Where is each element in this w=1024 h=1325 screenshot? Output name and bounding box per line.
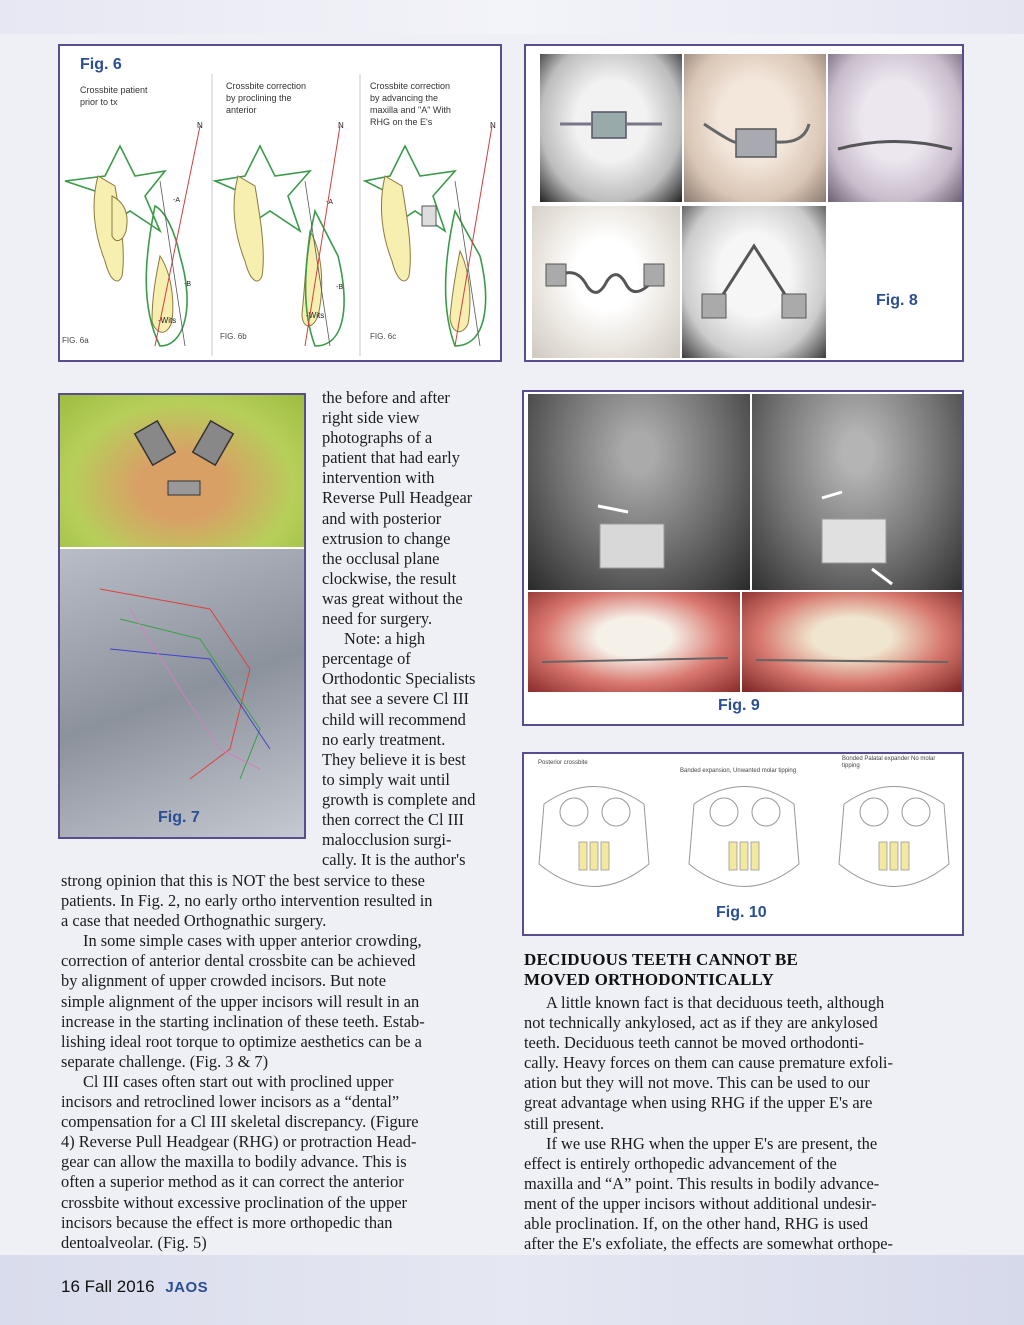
figure-7-label: Fig. 7 xyxy=(158,809,200,826)
panel-6b-a: -A xyxy=(326,199,333,206)
journal-name: JAOS xyxy=(165,1279,209,1296)
expander-photo-2 xyxy=(684,54,826,202)
expander-photo-1 xyxy=(540,54,682,202)
cephalometric-xray xyxy=(60,549,304,839)
top-band xyxy=(0,0,1024,34)
figure-10-label: Fig. 10 xyxy=(716,904,767,921)
panel-6a-n: N xyxy=(197,121,203,130)
figure-9 xyxy=(522,390,964,726)
figure-8-label: Fig. 8 xyxy=(876,292,918,309)
panel-6a-wits: -Wits xyxy=(158,316,177,325)
figure-10 xyxy=(522,752,964,936)
fig10-caption-2: Banded expansion, Unwanted molar tipping xyxy=(680,768,797,774)
panel-6a-sub: FIG. 6a xyxy=(62,336,89,345)
occlusal-xray-before xyxy=(528,394,750,590)
panel-6a-caption: Crossbite patient prior to tx xyxy=(80,85,148,107)
intraoral-photo-before xyxy=(528,592,740,692)
intraoral-photo-after xyxy=(742,592,962,692)
expander-photo-4 xyxy=(532,206,680,358)
issue-label: Fall 2016 xyxy=(84,1277,155,1296)
page-number: 16 xyxy=(61,1277,80,1296)
panel-6b-wits: -Wits xyxy=(306,311,325,320)
figure-6 xyxy=(58,44,502,362)
occlusal-xray-after xyxy=(752,394,962,590)
panel-6b-n: N xyxy=(338,121,344,130)
panel-6c-n: N xyxy=(490,121,496,130)
figure-8 xyxy=(524,44,964,362)
right-column-text: A little known fact is that deciduous teeth, although not technically ankylosed, act as if they are ankylosed teeth. Deciduous teeth cannot be moved orthodonti- cally. Heavy forces on them can cause premature exfoli- ation but they will not move. This can be used to our great advantage when using RHG if the upper E's are still present. If we use RHG when the upper E's are present, the effect is entirely orthopedic advancement of the maxilla and “A” point. This results in bodily advance- ment of the upper incisors without additional undesir- able proclination. If, on the other hand, RHG is used after the E's exfoliate, the effects are somewhat orthope- xyxy=(524,993,893,1254)
figure-7 xyxy=(58,393,306,839)
panel-6a-a: -A xyxy=(173,197,180,204)
panel-6b-b: -B xyxy=(336,284,343,291)
panel-6c-sub: FIG. 6c xyxy=(370,332,397,341)
page-footer xyxy=(61,1277,208,1297)
expander-photo-3 xyxy=(828,54,962,202)
section-heading: DECIDUOUS TEETH CANNOT BE MOVED ORTHODONTICALLY xyxy=(524,950,799,989)
expander-photo-5 xyxy=(682,206,826,358)
fig10-caption-3: Bonded Palatal expander No molar tipping xyxy=(842,756,936,769)
panel-6a-drawing xyxy=(65,121,203,346)
panel-6b-caption: Crossbite correction by proclining the anterior xyxy=(226,81,307,115)
panel-6b-sub: FIG. 6b xyxy=(220,332,247,341)
panel-6b-drawing xyxy=(215,121,344,346)
left-column-text: strong opinion that this is NOT the best service to these patients. In Fig. 2, no early ortho intervention resulted in a case that needed Orthognathic surgery. In some simple cases with upper anterior crowding, correction of anterior dental crossbite can be achieved by alignment of upper crowded incisors. But note simple alignment of the upper incisors will result in an increase in the starting inclination of these teeth. Estab- lishing ideal root torque to optimize aesthetics can be a separate challenge. (Fig. 3 & 7) Cl III cases often start out with proclined upper incisors and retroclined lower incisors as a “dental” compensation for a Cl III skeletal discrepancy. (Figure 4) Reverse Pull Headgear (RHG) or protraction Head- gear can allow the maxilla to bodily advance. This is often a superior method as it can correct the anterior crossbite without excessive proclination of the upper incisors because the effect is more orthopedic than dentoalveolar. (Fig. 5) xyxy=(61,871,433,1252)
narrow-column-text: the before and after right side view photographs of a patient that had early intervention with Reverse Pull Headgear and with posterior extrusion to change the occlusal plane clockwise, the result was great without the need for surgery. Note: a high percentage of Orthodontic Specialists that see a severe Cl III child will recommend no early treatment. They believe it is best to simply wait until growth is complete and then correct the Cl III malocclusion surgi- cally. It is the author's xyxy=(322,388,476,870)
figure-6-label: Fig. 6 xyxy=(80,56,122,73)
figure-9-label: Fig. 9 xyxy=(718,697,760,714)
panel-6c-drawing xyxy=(365,121,496,346)
fig10-caption-1: Posterior crossbite xyxy=(538,760,588,766)
panel-6a-b: -B xyxy=(184,281,191,288)
figure-10-diagrams xyxy=(524,764,964,914)
appliance-photo xyxy=(60,395,304,547)
panel-6c-caption: Crossbite correction by advancing the maxilla and "A" With RHG on the E's xyxy=(370,81,451,127)
